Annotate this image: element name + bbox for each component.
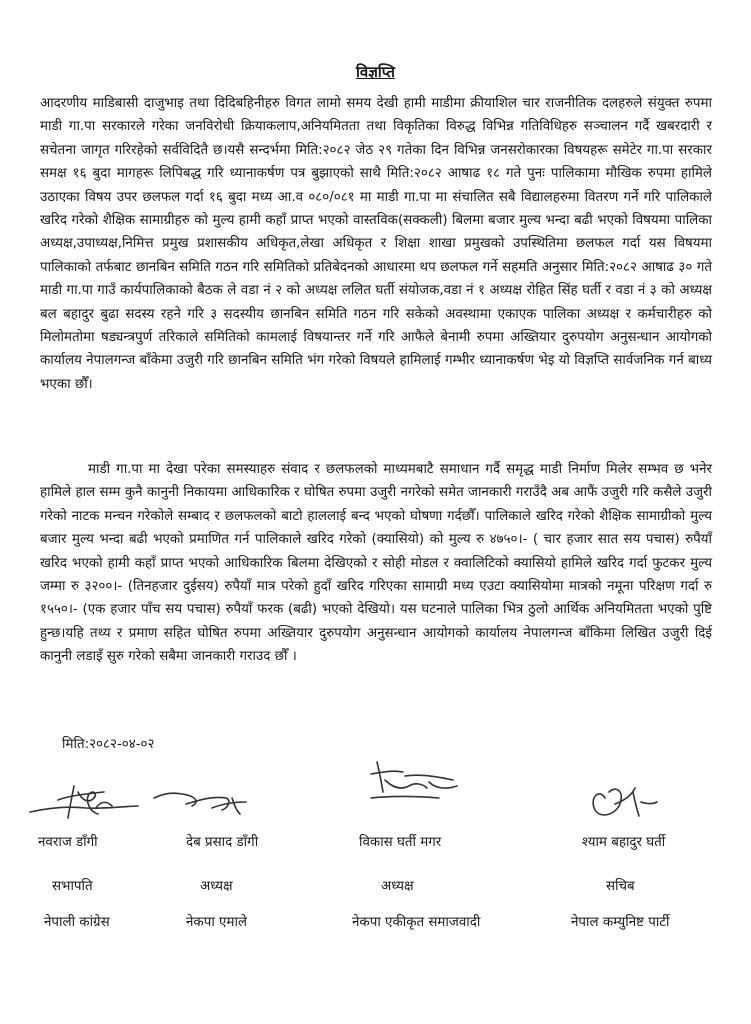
notice-paragraph-2: माडी गा.पा मा देखा परेका समस्याहरु संवाद र छलफलको माध्यमबाटै समाधान गर्दै समृद्ध माडी निर्माण मिलेर सम्भव छ भनेर हामिले हाल सम्म कुनै कानुनी निकायमा आधिकारिक र घोषित रुपमा उजुरी नगरेको समेत जानकारी गराउँदै अब आफैं उजुरी गरि कसैले उजुरी गरेको नाटक मन्चन गरेकोले सम्बाद र छलफलको बाटो हाललाई बन्द भएको घोषणा गर्दछौँ। पालिकाले खरिद गरेको शैक्षिक सामाग्रीको मुल्य बजार मुल्य भन्दा बढी भएको प्रमाणित गर्न पालिकाले खरिद गरेको (क्यासियो) को मुल्य रु ४७५०।- ( चार हजार सात सय पचास) रुपैयाँ खरिद भएको हामी कहाँ प्राप्त भएको आधिकारिक बिलमा देखिएको र सोही मोडल र क्वालिटिको क्यासियो हामिले खरिद गर्दा फुटकर मुल्य जम्मा रु ३२००।- (तिनहजार दुईसय) रुपैयाँ मात्र परेको हुदाँ खरिद गरिएका सामाग्री मध्य एउटा क्यासियोमा मात्रको नमूना परिक्षण गर्दा रु १५५०।- (एक हजार पाँच सय पचास) रुपैयाँ फरक (बढी) भएको देखियो। यस घटनाले पालिका भित्र ठुलो आर्थिक अनियमितता भएको पुष्टि हुन्छ।यहि तथ्य र प्रमाण सहित घोषित रुपमा अख्तियार दुरुपयोग अनुसन्धान आयोगको कार्यालय नेपालगन्ज बाँकिमा लिखित उजुरी दिई कानुनी लडाइँ सुरु गरेको सबैमा जानकारी गराउद छौँ ।: [40, 462, 712, 665]
signatory-2-name: देब प्रसाद डाँगी: [186, 835, 259, 850]
signature-2: [152, 778, 272, 824]
signatory-1-role: सभापति: [52, 879, 93, 894]
notice-date: मिति:२०८२-०४-०२: [62, 737, 155, 752]
signatory-1-party: नेपाली कांग्रेस: [44, 915, 110, 930]
signatory-3-party: नेकपा एकीकृत समाजवादी: [352, 915, 481, 930]
signatory-4-party: नेपाल कम्युनिष्ट पार्टी: [571, 915, 670, 930]
signatory-3-name: विकास घर्ती मगर: [359, 835, 442, 850]
signatory-4-name: श्याम बहादुर घर्ती: [582, 835, 666, 850]
signatory-2-party: नेकपा एमाले: [186, 915, 248, 930]
signature-1: [28, 778, 148, 824]
signature-4: [585, 778, 705, 824]
notice-title: विज्ञप्ति: [356, 63, 395, 81]
notice-paragraph-1: आदरणीय माडिबासी दाजुभाइ तथा दिदिबहिनीहरु विगत लामो समय देखी हामी माडीमा क्रीयाशिल चार राजनीतिक दलहरुले संयुक्त रुपमा माडी गा.पा सरकारले गरेका जनविरोधी क्रियाकलाप,अनियमितता तथा विकृतिका विरुद्ध विभिन्न गतिविधिहरु सञ्चालन गर्दै खबरदारी र सचेतना जागृत गरिरहेको सर्वविदितै छ।यसै सन्दर्भमा मिति:२०८२ जेठ २९ गतेका दिन विभिन्न जनसरोकारका विषयहरू समेटेर गा.पा सरकार समक्ष १६ बुदा मागहरू लिपिबद्ध गरि ध्यानाकर्षण पत्र बुझाएको साथै मिति:२०८२ आषाढ १८ गते पुनः पालिकामा मौखिक रुपमा हामिले उठाएका विषय उपर छलफल गर्दा १६ बुदा मध्य आ.व ०८०/०८१ मा माडी गा.पा मा संचालित सबै विद्यालहरुमा वितरण गर्ने गरि पालिकाले खरिद गरेको शैक्षिक सामाग्रीहरु को मुल्य हामी कहाँ प्राप्त भएको वास्तविक(सक्कली) बिलमा बजार मुल्य भन्दा बढी भएको विषयमा पालिका अध्यक्ष,उपाध्यक्ष,निमित्त प्रमुख प्रशासकीय अधिकृत,लेखा अधिकृत र शिक्षा शाखा प्रमुखको उपस्थितिमा छलफल गर्दा यस विषयमा पालिकाको तर्फबाट छानबिन समिति गठन गरि समितिको प्रतिबेदनको आधारमा थप छलफल गर्ने सहमति अनुसार मिति:२०८२ आषाढ ३० गते माडी गा.पा गाउँ कार्यपालिकाको बैठक ले वडा नं २ को अध्यक्ष ललित घर्ती संयोजक,वडा नं १ अध्यक्ष रोहित सिंह घर्ती र वडा नं ३ को अध्यक्ष बल बहादुर बुढा सदस्य रहने गरि ३ सदस्यीय छानबिन समिति गठन गरि सकेको अवस्थामा एकाएक पालिका अध्यक्ष र कर्मचारीहरु को मिलोमतोमा षड्यन्त्रपुर्ण तरिकाले समितिको कामलाई विषयान्तर गर्ने गरि आफैले बेनामी रुपमा अख्तियार दुरुपयोग अनुसन्धान आयोगको कार्यालय नेपालगन्ज बाँकेमा उजुरी गरि छानबिन समिति भंग गरेको विषयले हामिलाई गम्भीर ध्यानाकर्षण भेइ यो विज्ञप्ति सार्वजनिक गर्न बाध्य भएका छौँ।: [40, 96, 712, 392]
signatory-3-role: अध्यक्ष: [381, 879, 414, 894]
signatory-1-name: नवराज डाँगी: [38, 835, 98, 850]
signatory-4-role: सचिब: [606, 879, 635, 894]
signature-3: [365, 758, 485, 804]
signatory-2-role: अध्यक्ष: [200, 879, 233, 894]
